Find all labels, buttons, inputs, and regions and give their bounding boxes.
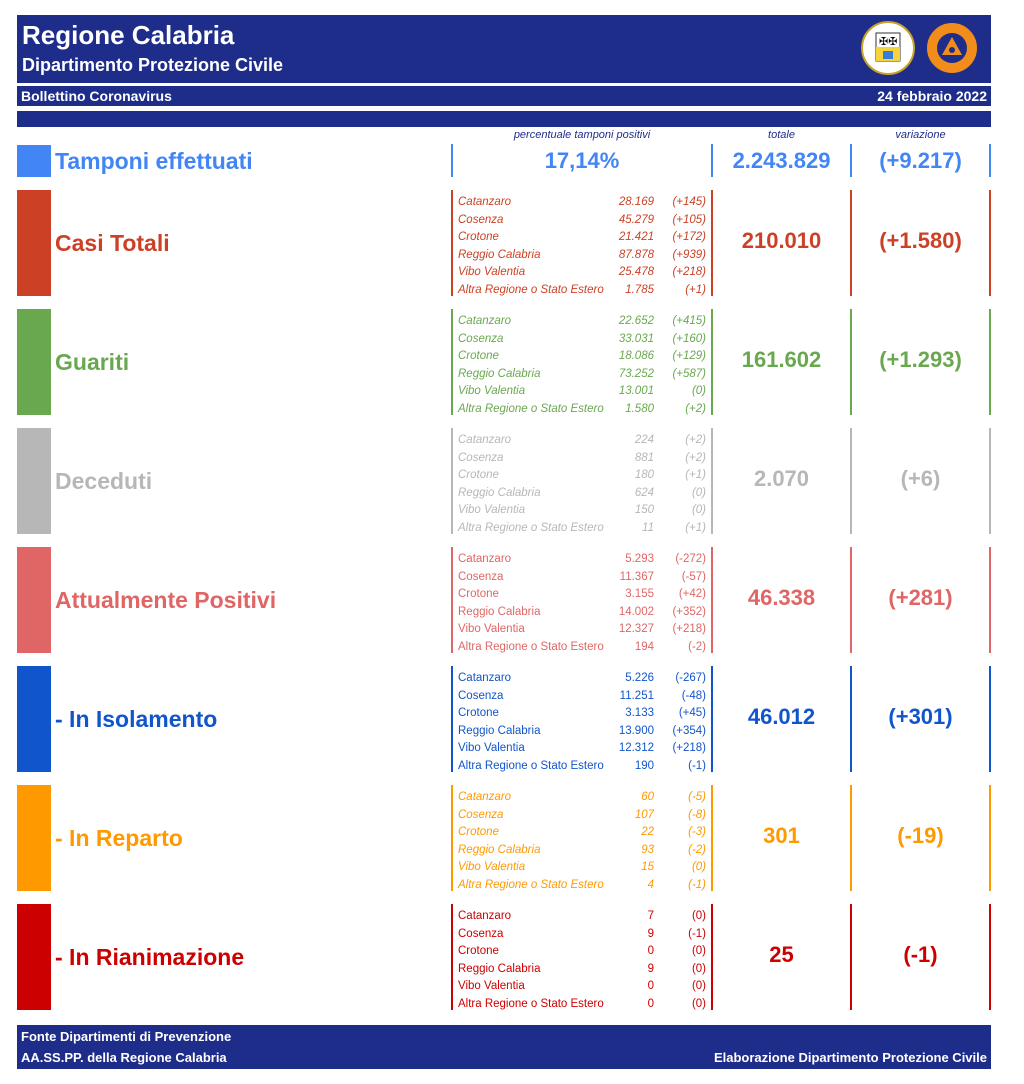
province-value: 9: [647, 927, 654, 940]
province-value: 25.478: [618, 266, 654, 278]
province-province: Reggio Calabria: [458, 605, 541, 618]
province-value: 11.251: [619, 689, 654, 702]
province-value: 73.252: [618, 367, 654, 380]
province-value: 194: [634, 640, 654, 653]
column-divider: [989, 428, 991, 534]
province-value: 5.293: [625, 553, 654, 565]
section-total: 2.070: [753, 466, 810, 491]
province-delta: (-8): [688, 808, 706, 821]
section-3: [0, 547, 1024, 653]
province-delta: (-2): [688, 843, 706, 856]
separator-bar: [17, 111, 991, 127]
province-province: Cosenza: [458, 570, 504, 583]
tamponi-label: Tamponi effettuati: [55, 148, 253, 174]
tamponi-percent: 17,14%: [544, 148, 620, 173]
section-color-block: [17, 547, 51, 653]
province-list: [451, 666, 713, 772]
province-province: Vibo Valentia: [458, 266, 526, 278]
province-province: Vibo Valentia: [458, 504, 526, 516]
protezione-civile-logo: [925, 21, 979, 75]
province-delta: (+415): [672, 315, 706, 327]
province-delta: (+2): [685, 434, 706, 446]
province-delta: (-2): [688, 640, 706, 653]
province-delta: (-1): [688, 927, 706, 940]
province-delta: (+2): [685, 451, 706, 464]
province-province: Reggio Calabria: [458, 486, 541, 499]
province-province: Altra Regione o Stato Estero: [458, 640, 604, 653]
province-value: 11.367: [619, 570, 654, 583]
section-0: [0, 190, 1024, 296]
section-color-block: [17, 190, 51, 296]
section-variation: (+1.293): [879, 347, 962, 372]
svg-text:✠✠: ✠✠: [879, 35, 898, 48]
province-province: Reggio Calabria: [458, 248, 541, 261]
section-variation: (+281): [888, 585, 953, 610]
section-2: [0, 428, 1024, 534]
province-province: Cosenza: [458, 213, 504, 226]
province-province: Cosenza: [458, 927, 504, 940]
province-delta: (-1): [688, 759, 706, 772]
province-province: Catanzaro: [458, 553, 512, 565]
tamponi-color-block: [17, 145, 51, 177]
footer-credit: Elaborazione Dipartimento Protezione Civile: [713, 1050, 987, 1065]
section-name: - In Rianimazione: [55, 944, 245, 970]
tamponi-divider: [989, 144, 991, 177]
column-header-total: totale: [768, 129, 795, 141]
section-total: 161.602: [741, 347, 822, 372]
province-delta: (0): [691, 486, 706, 499]
province-delta: (0): [691, 945, 706, 957]
province-delta: (0): [691, 997, 706, 1010]
province-delta: (+129): [672, 350, 706, 362]
section-total: 46.338: [747, 585, 816, 610]
province-value: 1.785: [625, 283, 654, 296]
province-value: 11: [642, 521, 654, 534]
province-delta: (-57): [681, 570, 706, 583]
province-value: 87.878: [618, 248, 654, 261]
province-province: Catanzaro: [458, 672, 512, 684]
province-value: 12.327: [618, 623, 654, 635]
province-delta: (+218): [672, 742, 706, 754]
province-province: Cosenza: [458, 689, 504, 702]
province-value: 13.900: [618, 724, 654, 737]
province-province: Altra Regione o Stato Estero: [458, 521, 604, 534]
province-value: 21.421: [618, 231, 654, 243]
province-value: 881: [634, 451, 654, 464]
province-list: [451, 904, 713, 1010]
province-province: Catanzaro: [458, 910, 512, 922]
province-value: 15: [641, 861, 654, 873]
province-province: Catanzaro: [458, 791, 512, 803]
province-province: Reggio Calabria: [458, 367, 541, 380]
column-divider: [989, 666, 991, 772]
province-province: Altra Regione o Stato Estero: [458, 997, 604, 1010]
province-province: Crotone: [458, 945, 499, 957]
province-delta: (0): [691, 861, 706, 873]
footer-banner: [17, 1025, 991, 1069]
province-value: 9: [647, 962, 654, 975]
province-delta: (+1): [685, 469, 706, 481]
province-delta: (+939): [672, 248, 706, 261]
province-province: Altra Regione o Stato Estero: [458, 878, 604, 891]
province-delta: (-1): [688, 878, 706, 891]
section-color-block: [17, 666, 51, 772]
province-province: Cosenza: [458, 451, 504, 464]
section-name: Casi Totali: [55, 230, 170, 256]
province-province: Vibo Valentia: [458, 742, 525, 754]
province-province: Reggio Calabria: [458, 962, 541, 975]
province-province: Catanzaro: [458, 196, 512, 208]
province-delta: (-3): [688, 826, 706, 838]
column-divider: [989, 904, 991, 1010]
province-province: Vibo Valentia: [458, 385, 526, 397]
province-value: 93: [641, 843, 654, 856]
province-value: 190: [634, 759, 654, 772]
province-value: 22: [641, 826, 654, 838]
section-color-block: [17, 428, 51, 534]
province-value: 0: [647, 997, 654, 1010]
province-province: Crotone: [458, 588, 499, 600]
province-value: 33.031: [618, 332, 654, 345]
tamponi-total: 2.243.829: [732, 148, 831, 173]
province-delta: (-48): [681, 689, 706, 702]
province-delta: (0): [691, 910, 706, 922]
province-delta: (+218): [672, 623, 706, 635]
section-5: [0, 785, 1024, 891]
section-name: - In Isolamento: [55, 706, 218, 732]
province-value: 180: [634, 469, 654, 481]
section-total: 46.012: [747, 704, 816, 729]
page-subtitle: Dipartimento Protezione Civile: [22, 55, 284, 75]
province-list: [451, 547, 713, 653]
province-value: 22.652: [618, 315, 654, 327]
province-value: 18.086: [618, 350, 654, 362]
province-province: Crotone: [458, 826, 499, 838]
province-value: 0: [647, 980, 654, 992]
province-province: Cosenza: [458, 332, 504, 345]
section-variation: (-1): [903, 942, 938, 967]
province-province: Crotone: [458, 707, 499, 719]
province-province: Altra Regione o Stato Estero: [458, 283, 604, 296]
province-province: Catanzaro: [458, 434, 512, 446]
province-delta: (+172): [672, 231, 706, 243]
section-variation: (-19): [897, 823, 944, 848]
section-variation: (+301): [888, 704, 953, 729]
province-value: 0: [647, 945, 654, 957]
province-delta: (0): [691, 385, 706, 397]
province-value: 13.001: [618, 385, 654, 397]
province-value: 12.312: [618, 742, 654, 754]
province-list: [451, 309, 713, 415]
province-value: 28.169: [618, 196, 654, 208]
section-1: [0, 309, 1024, 415]
section-color-block: [17, 309, 51, 415]
province-value: 14.002: [618, 605, 654, 618]
tamponi-variation: (+9.217): [879, 148, 962, 173]
province-province: Crotone: [458, 350, 499, 362]
section-name: Guariti: [55, 349, 130, 375]
province-list: [451, 785, 713, 891]
province-value: 224: [634, 434, 654, 446]
column-header-percent: percentuale tamponi positivi: [513, 129, 651, 141]
header-banner: [17, 15, 991, 83]
province-delta: (0): [691, 980, 706, 992]
province-delta: (+218): [672, 266, 706, 278]
province-province: Altra Regione o Stato Estero: [458, 759, 604, 772]
column-divider: [989, 309, 991, 415]
province-delta: (+1): [685, 521, 706, 534]
province-delta: (+105): [672, 213, 706, 226]
province-value: 150: [634, 504, 654, 516]
province-value: 1.580: [625, 402, 654, 415]
footer-source-line1: Fonte Dipartimenti di Prevenzione: [21, 1029, 232, 1044]
section-variation: (+6): [900, 466, 941, 491]
province-delta: (-267): [675, 672, 706, 684]
province-delta: (+587): [672, 367, 706, 380]
province-province: Reggio Calabria: [458, 724, 541, 737]
province-delta: (+2): [685, 402, 706, 415]
section-6: [0, 904, 1024, 1010]
footer-source-line2: AA.SS.PP. della Regione Calabria: [21, 1050, 227, 1065]
section-total: 210.010: [741, 228, 822, 253]
section-name: - In Reparto: [55, 825, 183, 851]
province-province: Crotone: [458, 231, 499, 243]
province-delta: (+42): [678, 588, 706, 600]
province-province: Vibo Valentia: [458, 861, 526, 873]
province-province: Reggio Calabria: [458, 843, 541, 856]
province-delta: (+1): [685, 283, 706, 296]
province-value: 4: [647, 878, 654, 891]
section-color-block: [17, 785, 51, 891]
section-name: Attualmente Positivi: [55, 587, 277, 613]
province-delta: (+160): [672, 332, 706, 345]
province-province: Altra Regione o Stato Estero: [458, 402, 604, 415]
column-header-variation: variazione: [895, 129, 946, 141]
section-color-block: [17, 904, 51, 1010]
province-delta: (-272): [675, 553, 706, 565]
column-divider: [989, 785, 991, 891]
province-province: Catanzaro: [458, 315, 512, 327]
section-total: 25: [769, 942, 794, 967]
section-4: [0, 666, 1024, 772]
regione-calabria-logo: [861, 21, 915, 75]
province-province: Crotone: [458, 469, 499, 481]
province-delta: (-5): [688, 791, 706, 803]
bulletin-bar: [17, 86, 991, 106]
province-province: Cosenza: [458, 808, 504, 821]
province-value: 3.133: [625, 707, 654, 719]
province-delta: (+354): [672, 724, 706, 737]
province-province: Vibo Valentia: [458, 980, 525, 992]
province-delta: (+45): [678, 707, 706, 719]
column-divider: [989, 547, 991, 653]
section-variation: (+1.580): [879, 228, 962, 253]
section-name: Deceduti: [55, 468, 153, 494]
section-total: 301: [763, 823, 800, 848]
province-value: 60: [641, 791, 654, 803]
province-value: 7: [647, 910, 654, 922]
province-value: 45.279: [618, 213, 654, 226]
column-divider: [989, 190, 991, 296]
province-value: 624: [634, 486, 654, 499]
province-delta: (+145): [672, 196, 706, 208]
province-value: 5.226: [625, 672, 654, 684]
province-delta: (0): [691, 504, 706, 516]
province-list: [451, 190, 713, 296]
province-province: Vibo Valentia: [458, 623, 525, 635]
province-list: [451, 428, 713, 534]
province-delta: (+352): [672, 605, 706, 618]
page-title: Regione Calabria: [22, 20, 235, 50]
province-value: 3.155: [625, 588, 654, 600]
bulletin-label: Bollettino Coronavirus: [21, 88, 172, 104]
province-value: 107: [634, 808, 654, 821]
bulletin-date: 24 febbraio 2022: [877, 88, 987, 104]
province-delta: (0): [691, 962, 706, 975]
